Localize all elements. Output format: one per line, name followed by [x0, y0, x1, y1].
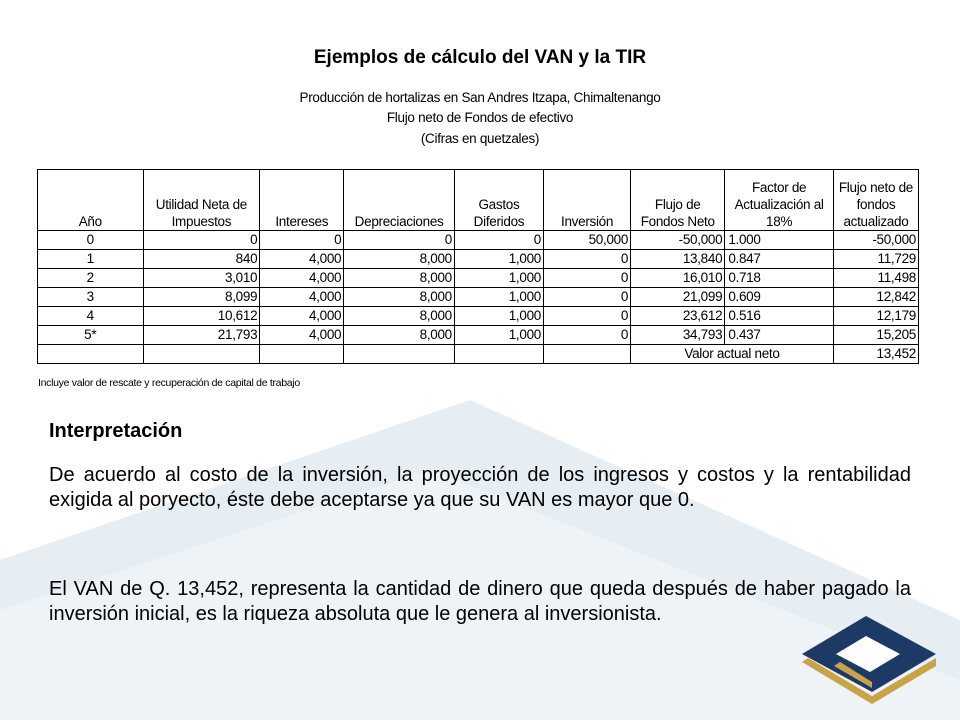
header-cell: Intereses — [260, 170, 344, 231]
table-cell: 8,000 — [344, 269, 455, 288]
table-cell: 4,000 — [260, 288, 344, 307]
table-cell: 0 — [544, 288, 631, 307]
table-footnote: Incluye valor de rescate y recuperación de capital de trabajo — [38, 377, 300, 389]
table-cell: 1 — [38, 250, 144, 269]
table-cell: 3,010 — [143, 269, 260, 288]
table-cell: 0 — [344, 231, 455, 250]
table-cell: 840 — [143, 250, 260, 269]
empty-cell — [544, 345, 631, 364]
empty-cell — [454, 345, 543, 364]
header-cell: Factor de Actualización al 18% — [725, 170, 834, 231]
table-cell: 4,000 — [260, 326, 344, 345]
table-subtitle-line-3: (Cifras en quetzales) — [420, 131, 540, 146]
header-cell: Inversión — [544, 170, 631, 231]
table-cell: 1,000 — [454, 307, 543, 326]
table-cell: 1,000 — [454, 269, 543, 288]
table-cell: 4,000 — [260, 307, 344, 326]
table-cell: 15,205 — [833, 326, 918, 345]
table-cell: 0 — [38, 231, 144, 250]
table-cell: 23,612 — [631, 307, 725, 326]
table-cell: 8,000 — [344, 307, 455, 326]
empty-cell — [143, 345, 260, 364]
header-cell: Utilidad Neta de Impuestos — [143, 170, 260, 231]
table-cell: 0 — [544, 326, 631, 345]
table-cell: 13,840 — [631, 250, 725, 269]
interpretation-paragraph-2: El VAN de Q. 13,452, representa la cantidad de dinero que queda después de haber pagado la inversión inicial, es la riqueza absoluta que le genera al inversionista. — [49, 578, 911, 625]
table-row — [38, 288, 919, 307]
table-cell: -50,000 — [833, 231, 918, 250]
header-cell: Depreciaciones — [344, 170, 455, 231]
table-cell: 11,498 — [833, 269, 918, 288]
table-cell: 50,000 — [544, 231, 631, 250]
table-cell: 3 — [38, 288, 144, 307]
table-subtitle-line-1: Producción de hortalizas en San Andres Itzapa, Chimaltenango — [299, 90, 661, 105]
table-row — [38, 231, 919, 250]
table-cell: 8,099 — [143, 288, 260, 307]
table-cell: 21,793 — [143, 326, 260, 345]
total-value: 13,452 — [833, 345, 918, 364]
table-cell: 12,842 — [833, 288, 918, 307]
total-row — [38, 345, 919, 364]
slide-title: Ejemplos de cálculo del VAN y la TIR — [313, 47, 647, 68]
table-row — [38, 307, 919, 326]
corner-logo — [800, 612, 940, 708]
table-cell: 1.000 — [725, 231, 834, 250]
interpretation-paragraph-1: De acuerdo al costo de la inversión, la proyección de los ingresos y costos y la rentabilidad exigida al poryecto, éste debe aceptarse ya que su VAN es mayor que 0. — [49, 464, 911, 511]
empty-cell — [260, 345, 344, 364]
table-row — [38, 269, 919, 288]
table-cell: 0 — [454, 231, 543, 250]
table-cell: 1,000 — [454, 250, 543, 269]
table-cell: 1,000 — [454, 326, 543, 345]
table-row — [38, 326, 919, 345]
table-cell: 0 — [260, 231, 344, 250]
table-cell: 4,000 — [260, 250, 344, 269]
table-cell: 8,000 — [344, 250, 455, 269]
empty-cell — [344, 345, 455, 364]
table-row — [38, 250, 919, 269]
cash-flow-table — [37, 169, 919, 364]
header-cell: Flujo de Fondos Neto — [631, 170, 725, 231]
table-cell: 16,010 — [631, 269, 725, 288]
interpretation-heading: Interpretación — [49, 420, 183, 442]
table-cell: 0 — [544, 250, 631, 269]
table-cell: 10,612 — [143, 307, 260, 326]
table-cell: 2 — [38, 269, 144, 288]
table-cell: 0.437 — [725, 326, 834, 345]
empty-cell — [38, 345, 144, 364]
table-cell: 11,729 — [833, 250, 918, 269]
table-cell: 0.718 — [725, 269, 834, 288]
table-cell: 8,000 — [344, 288, 455, 307]
header-cell: Año — [38, 170, 144, 231]
table-cell: 21,099 — [631, 288, 725, 307]
header-cell: Gastos Diferidos — [454, 170, 543, 231]
table-cell: 0.516 — [725, 307, 834, 326]
total-label: Valor actual neto — [631, 345, 834, 364]
table-cell: 4,000 — [260, 269, 344, 288]
table-cell: 0 — [143, 231, 260, 250]
table-cell: 0.847 — [725, 250, 834, 269]
table-cell: 0 — [544, 269, 631, 288]
table-subtitle-line-2: Flujo neto de Fondos de efectivo — [386, 110, 574, 125]
table-header-row — [38, 170, 919, 231]
table-cell: 5* — [38, 326, 144, 345]
table-cell: 0 — [544, 307, 631, 326]
header-cell: Flujo neto de fondos actualizado — [833, 170, 918, 231]
table-cell: 12,179 — [833, 307, 918, 326]
table-cell: -50,000 — [631, 231, 725, 250]
table-cell: 8,000 — [344, 326, 455, 345]
table-cell: 1,000 — [454, 288, 543, 307]
table-cell: 4 — [38, 307, 144, 326]
table-cell: 34,793 — [631, 326, 725, 345]
table-cell: 0.609 — [725, 288, 834, 307]
